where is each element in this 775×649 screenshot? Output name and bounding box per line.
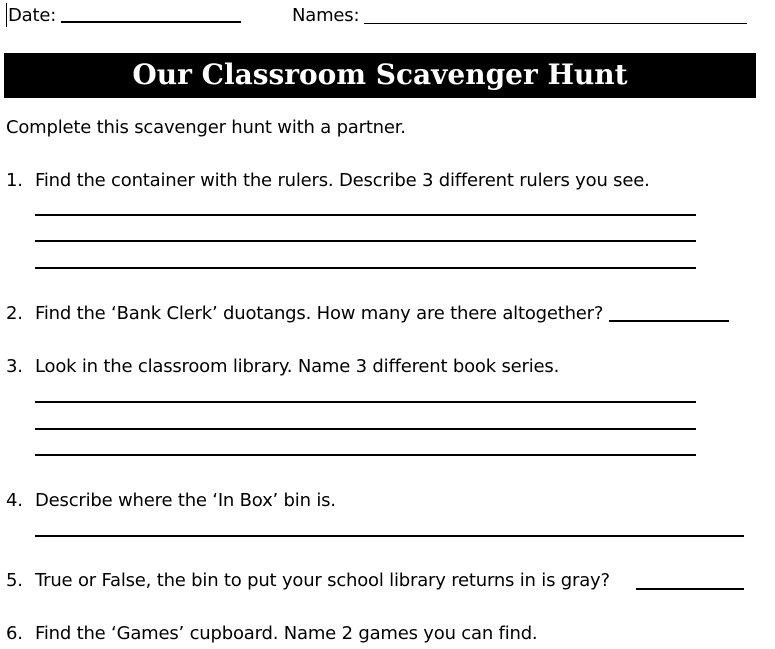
answer-line[interactable] [35, 535, 744, 537]
answer-line[interactable] [35, 240, 696, 242]
question-text: Look in the classroom library. Name 3 different book series. [35, 356, 560, 377]
text-cursor [6, 3, 7, 27]
question-text: Find the ‘Games’ cupboard. Name 2 games you can find. [35, 623, 538, 644]
answer-line[interactable] [35, 214, 696, 216]
question-number: 5. [6, 570, 23, 591]
question-number: 2. [6, 303, 23, 324]
question-text: Describe where the ‘In Box’ bin is. [35, 490, 336, 511]
instructions-text: Complete this scavenger hunt with a partner. [6, 117, 406, 138]
question-number: 1. [6, 170, 23, 191]
question-number: 3. [6, 356, 23, 377]
answer-line[interactable] [636, 588, 744, 590]
question-number: 4. [6, 490, 23, 511]
date-label: Date: [8, 5, 57, 26]
answer-line[interactable] [35, 454, 696, 456]
names-field[interactable] [364, 23, 747, 24]
date-field[interactable] [61, 21, 241, 23]
answer-line[interactable] [35, 428, 696, 430]
names-label: Names: [292, 5, 360, 26]
question-text: Find the container with the rulers. Describe 3 different rulers you see. [35, 170, 650, 191]
answer-line[interactable] [35, 401, 696, 403]
question-text: True or False, the bin to put your school library returns in is gray? [35, 570, 610, 591]
question-number: 6. [6, 623, 23, 644]
answer-line[interactable] [609, 320, 729, 322]
page-title: Our Classroom Scavenger Hunt [4, 53, 756, 98]
question-text: Find the ‘Bank Clerk’ duotangs. How many are there altogether? [35, 303, 604, 324]
answer-line[interactable] [35, 267, 696, 269]
